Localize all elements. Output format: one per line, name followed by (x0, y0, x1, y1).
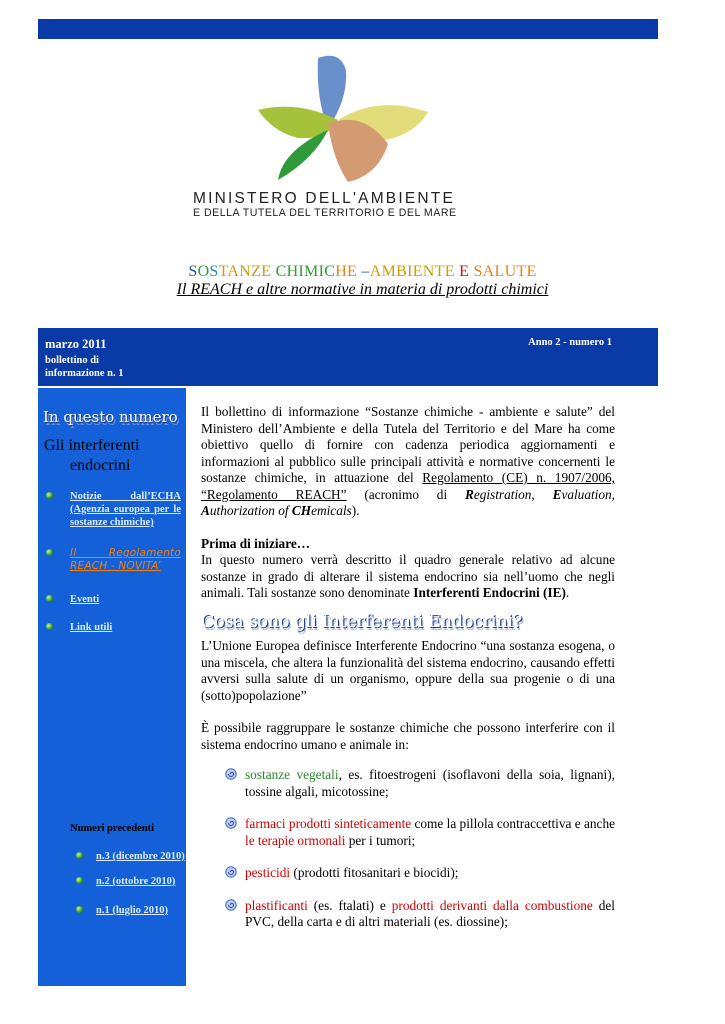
issue-description-line: informazione n. 1 (45, 368, 124, 379)
sidebar-link-echa[interactable]: Notizie dall’ECHA (Agenzia europea per le sostanze chimiche) (70, 491, 181, 528)
spiral-bullet-icon (225, 817, 237, 829)
title-part: CHIMIC (275, 263, 336, 280)
acronym-word: egistration, (473, 486, 553, 502)
previous-issues-title: Numeri precedenti (70, 823, 155, 834)
acronym-word: valuation, (561, 486, 615, 502)
acronym-letter: A (201, 503, 210, 518)
sidebar-title-line: endocrini (70, 457, 131, 474)
acronym-letter: CH (291, 503, 312, 518)
ministry-logo (178, 40, 480, 236)
sidebar-title (44, 436, 174, 476)
logo-ministry-name: MINISTERO DELL'AMBIENTE (193, 190, 455, 207)
main-content (201, 404, 615, 947)
sidebar-title-line: Gli interferenti (44, 437, 140, 454)
title-part: – (357, 263, 370, 280)
acronym-word: emicals (311, 503, 352, 518)
title-part: E (454, 263, 474, 280)
spiral-bullet-icon (225, 866, 237, 878)
sidebar-item-events (38, 593, 186, 606)
group-text: (es. ftalati) e (307, 897, 392, 913)
group-lead-plasticizers: plastificanti (245, 897, 308, 913)
sidebar-link-reach[interactable]: Il Regolamento REACH - NOVITA’ (70, 547, 181, 572)
acronym-word: uthorization of (209, 503, 292, 518)
sidebar-item-reach (38, 547, 186, 573)
title-part: S (209, 263, 219, 280)
before-start-heading (201, 536, 615, 553)
green-orb-bullet-icon (46, 595, 53, 602)
newsletter-title (0, 263, 725, 281)
issue-description (45, 354, 165, 380)
section-heading-ie: Cosa sono gli Interferenti Endocrini? (201, 611, 523, 632)
sidebar-item-echa (38, 490, 186, 529)
sidebar-heading: In questo numero (43, 408, 178, 426)
green-orb-bullet-icon (46, 549, 53, 556)
sidebar (38, 388, 186, 986)
before-start-bold: Interferenti Endocrini (IE) (413, 585, 566, 600)
group-text: del PVC, della carta e di altri materiali (es. diossine); (245, 897, 615, 929)
group-text: , es. fitoestrogeni (isoflavoni della soia, lignani), tossine algali, micotossine; (245, 767, 615, 799)
group-text: per i tumori; (345, 832, 416, 848)
substance-group-item (201, 898, 615, 931)
substance-group-item (201, 816, 615, 849)
issue-description-line: bollettino di (45, 355, 99, 366)
issue-date: marzo 2011 (45, 337, 107, 351)
title-part: S (188, 263, 198, 280)
intro-text: Il bollettino di informazione “Sostanze chimiche - ambiente e salute” del Ministero dell’Ambiente e della Tutela del Territorio e del Mare ha come obiettivo quello di fornire con cadenza periodica aggiornamenti e informazioni al pubblico sulle principali attività e normative concernenti le sostanze chimiche, in attuazione del (201, 404, 615, 485)
acronym-letter: R (464, 486, 474, 502)
sidebar-link-useful-links[interactable]: Link utili (70, 622, 113, 633)
issue-number: Anno 2 - numero 1 (528, 337, 612, 348)
before-start-paragraph (201, 552, 615, 602)
group-lead-drugs: farmaci prodotti sinteticamente (245, 816, 412, 831)
definition-paragraph: L’Unione Europea definisce Interferente Endocrino “una sostanza esogena, o una miscela, che altera la funzionalità del sistema endocrino, causando effetti avversi sulla salute di un organismo, oppure della sua progenie o di una (sotto)popolazione” (201, 638, 615, 703)
previous-issue-item (38, 875, 186, 888)
title-part: SALUTE (473, 263, 537, 280)
spiral-bullet-icon (225, 899, 237, 911)
spiral-bullet-icon (225, 768, 237, 780)
sidebar-contents-list (38, 490, 186, 646)
title-part: O (197, 263, 210, 280)
green-orb-bullet-icon (46, 623, 53, 630)
green-orb-bullet-icon (76, 906, 83, 913)
star-logo-icon (178, 40, 480, 190)
sidebar-link-events[interactable]: Eventi (70, 594, 100, 605)
reach-regulation-link[interactable]: Regolamento (CE) n. 1907/2006, “Regolamento REACH” (201, 470, 615, 502)
title-part: HE (335, 263, 358, 280)
before-start-text: . (565, 585, 570, 600)
issue-info-bar (38, 328, 658, 386)
previous-issue-link-1[interactable]: n.1 (luglio 2010) (96, 905, 169, 916)
previous-issue-link-3[interactable]: n.3 (dicembre 2010) (96, 851, 185, 862)
group-highlight: prodotti derivanti dalla combustione (391, 897, 593, 913)
group-lead-pesticides: pesticidi (245, 865, 291, 880)
group-highlight: le terapie ormonali (245, 832, 346, 848)
intro-text: (acronimo di (346, 486, 465, 502)
sidebar-item-links (38, 621, 186, 634)
acronym-letter: E (552, 486, 562, 502)
logo-ministry-subtitle: E DELLA TUTELA DEL TERRITORIO E DEL MARE (193, 207, 457, 219)
newsletter-subtitle: Il REACH e altre normative in materia di prodotti chimici (176, 281, 549, 298)
grouping-paragraph: È possibile raggruppare le sostanze chimiche che possono interferire con il sistema endocrino umano e animale in: (201, 720, 615, 752)
group-text: (prodotti fitosanitari e biocidi); (290, 865, 459, 880)
green-orb-bullet-icon (76, 877, 83, 884)
substance-group-item (201, 865, 615, 882)
top-banner-bar (38, 19, 658, 39)
substance-group-item (201, 767, 615, 800)
title-part: TANZE (218, 263, 272, 280)
group-text: come la pillola contraccettiva e anche (411, 816, 615, 831)
green-orb-bullet-icon (46, 492, 53, 499)
before-start-text: In questo numero verrà descritto il quadro generale relativo ad alcune sostanze in grado di alterare il sistema endocrino sia nell’uomo che negli animali. Tali sostanze sono denominate (201, 552, 615, 600)
title-part: AMBIENTE (369, 263, 455, 280)
group-lead-vegetal: sostanze vegetali (245, 767, 339, 782)
intro-paragraph (201, 404, 615, 520)
previous-issue-link-2[interactable]: n.2 (ottobre 2010) (96, 876, 176, 887)
previous-issues-list (38, 850, 186, 928)
before-start-title: Prima di iniziare… (201, 535, 311, 551)
previous-issue-item (38, 850, 186, 863)
substance-groups-list (201, 767, 615, 931)
green-orb-bullet-icon (76, 852, 83, 859)
previous-issue-item (38, 904, 186, 917)
intro-text: ). (351, 503, 360, 518)
